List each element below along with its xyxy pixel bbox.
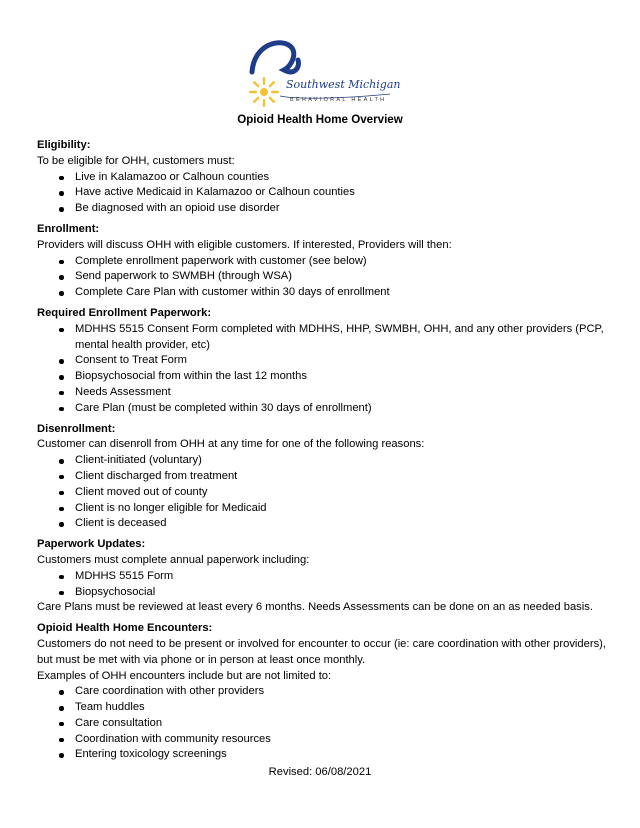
section-heading: Disenrollment:: [37, 422, 116, 435]
bullet-list: [37, 170, 607, 217]
list-item: Needs Assessment: [37, 385, 607, 401]
section-required-paperwork: [37, 306, 607, 417]
section-disenrollment: [37, 422, 607, 533]
list-item: Biopsychosocial from within the last 12 months: [37, 369, 607, 385]
section-intro: Customers must complete annual paperwork including:: [37, 553, 310, 566]
section-heading: Paperwork Updates:: [37, 538, 146, 551]
list-item: Client-initiated (voluntary): [37, 453, 607, 469]
organization-logo: [240, 36, 400, 112]
section-intro-secondary: Examples of OHH encounters include but are not limited to:: [37, 669, 332, 682]
list-item: Coordination with community resources: [37, 732, 607, 748]
logo-name: Southwest Michigan: [286, 78, 401, 91]
list-item: MDHHS 5515 Form: [37, 569, 607, 585]
list-item: Team huddles: [37, 700, 607, 716]
section-intro: Customers do not need to be present or involved for encounter to occur (ie: care coordination with other providers), but must be met with via phone or in person at least once monthly.: [37, 637, 607, 666]
list-item: Be diagnosed with an opioid use disorder: [37, 201, 607, 217]
section-intro: Customer can disenroll from OHH at any time for one of the following reasons:: [37, 438, 425, 451]
section-heading: Enrollment:: [37, 222, 100, 235]
list-item: Client discharged from treatment: [37, 469, 607, 485]
list-item: Send paperwork to SWMBH (through WSA): [37, 269, 607, 285]
list-item: Biopsychosocial: [37, 585, 607, 601]
list-item: Care Plan (must be completed within 30 days of enrollment): [37, 401, 607, 417]
section-encounters: [37, 621, 607, 763]
bullet-list: [37, 322, 607, 417]
list-item: Consent to Treat Form: [37, 353, 607, 369]
swoosh-icon: [252, 43, 298, 72]
list-item: Client is no longer eligible for Medicaid: [37, 501, 607, 517]
list-item: Entering toxicology screenings: [37, 747, 607, 763]
list-item: Live in Kalamazoo or Calhoun counties: [37, 170, 607, 186]
list-item: Care consultation: [37, 716, 607, 732]
list-item: Complete Care Plan with customer within 30 days of enrollment: [37, 285, 607, 301]
logo-subtitle: BEHAVIORAL HEALTH: [290, 97, 387, 103]
bullet-list: [37, 569, 607, 601]
section-eligibility: [37, 138, 607, 217]
section-heading: Eligibility:: [37, 139, 91, 151]
section-intro: Providers will discuss OHH with eligible customers. If interested, Providers will then:: [37, 238, 452, 251]
revision-date: Revised: 06/08/2021: [268, 766, 372, 778]
section-paperwork-updates: [37, 537, 607, 616]
list-item: MDHHS 5515 Consent Form completed with MDHHS, HHP, SWMBH, OHH, and any other providers (PCP, mental health provider, etc): [37, 322, 607, 354]
section-intro: To be eligible for OHH, customers must:: [37, 154, 235, 167]
bullet-list: [37, 684, 607, 763]
section-heading: Opioid Health Home Encounters:: [37, 622, 213, 635]
section-note: Care Plans must be reviewed at least every 6 months. Needs Assessments can be done on an as needed basis.: [37, 601, 593, 614]
list-item: Client moved out of county: [37, 485, 607, 501]
list-item: Complete enrollment paperwork with customer (see below): [37, 254, 607, 270]
bullet-list: [37, 254, 607, 301]
list-item: Have active Medicaid in Kalamazoo or Calhoun counties: [37, 185, 607, 201]
list-item: Care coordination with other providers: [37, 684, 607, 700]
section-heading: Required Enrollment Paperwork:: [37, 306, 212, 319]
section-enrollment: [37, 222, 607, 301]
document-title: Opioid Health Home Overview: [237, 113, 403, 126]
bullet-list: [37, 453, 607, 532]
document-body: [37, 138, 607, 768]
sun-icon: [249, 77, 279, 107]
list-item: Client is deceased: [37, 516, 607, 532]
